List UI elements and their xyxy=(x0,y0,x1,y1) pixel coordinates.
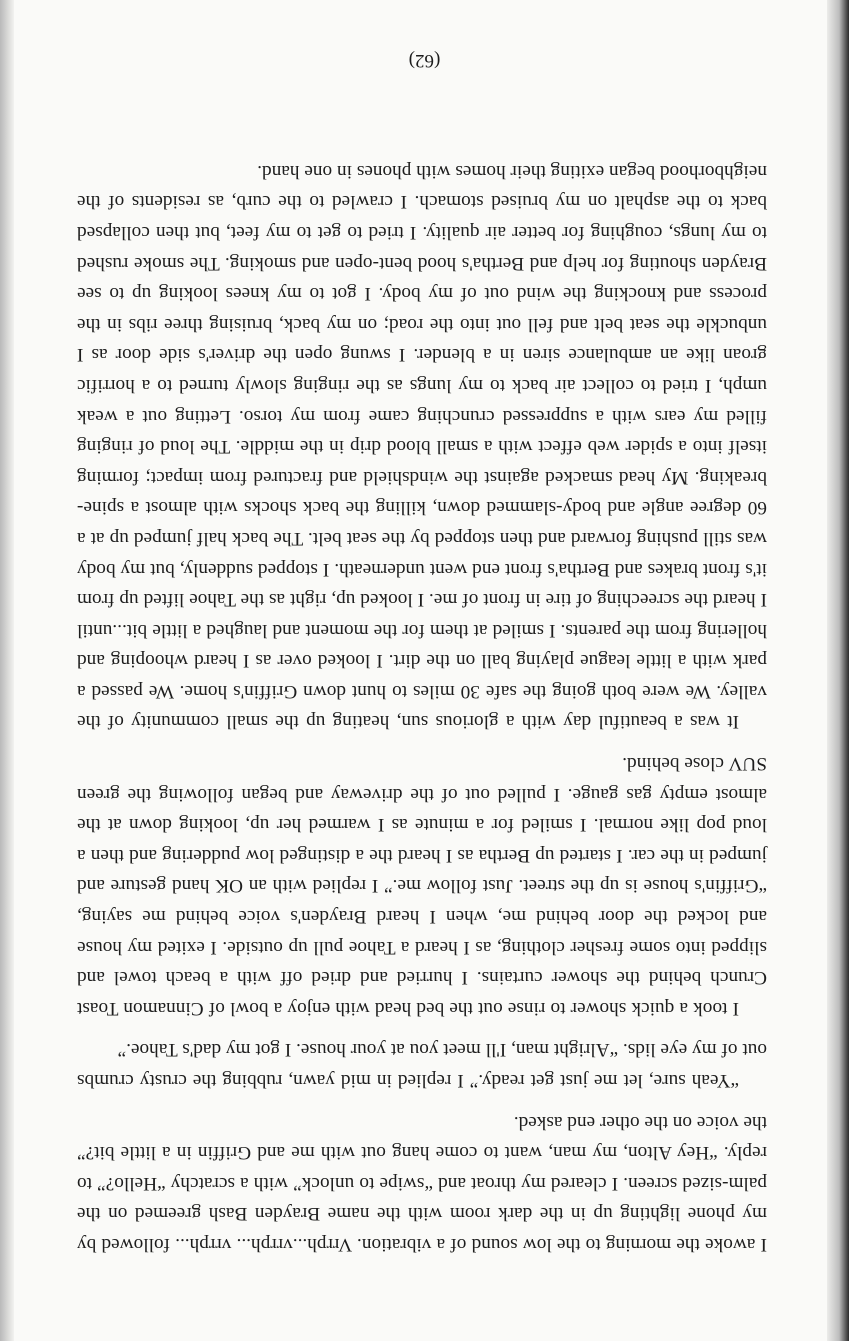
paragraph-1: I awoke the morning to the low sound of a vibration. Vrrph...vrrph... vrrph... followed by my phone lighting up in the dark room with the name Brayden Bash greemed on the palm-sized screen. I cleared my throat and “swipe to unlock” with a scratchy “Hello?” to reply. “Hey Alton, my man, want to come hang out with me and Griffin in a little bit?” the voice on the other end asked. xyxy=(77,1111,767,1255)
paragraph-2: “Yeah sure, let me just get ready.” I replied in mid yawn, rubbing the crusty crumbs out of my eye lids. “Alright man, I'll meet you at your house. I got my dad's Tahoe.” xyxy=(77,1039,767,1092)
paragraph-4: It was a beautiful day with a glorious sun, heating up the small community of the valley. We were both going the safe 30 miles to hunt down Griffin's home. We passed a park with a little league playing ball on the dirt. I looked over as I heard whooping and hollering from the parents. I smiled at them for the moment and laughed a little bit...until I heard the screeching of tire in front of me. I looked up, right as the Tahoe lifted up from it's front brakes and Bertha's front end went underneath. I stopped suddenly, but my body was still pushing forward and then stopped by the seat belt. The back half jumped up at a 60 degree angle and body-slammed down, killing the back shocks with almost a spine-breaking. My head smacked against the windshield and fractured from impact; forming itself into a spider web effect with a small blood drip in the middle. The loud of ringing filled my ears with a suppressed crunching came from my torso. Letting out a weak umph, I tried to collect air back to my lungs as the ringing slowly turned to a horrific groan like an ambulance siren in a blender. I swung open the driver's side door as I unbuckle the seat belt and fell out into the road; on my back, bruising three ribs in the process and knocking the wind out of my body. I got to my knees looking up to see Brayden shouting for help and Bertha's hood bent-open and smoking. The smoke rushed to my lungs, coughing for better air quality. I tried to get to my feet, but then collapsed back to the asphalt on my bruised stomach. I crawled to the curb, as residents of the neighborhood began exiting their homes with phones in one hand. xyxy=(77,160,767,733)
page-number: (62) xyxy=(408,50,441,71)
paragraph-3: I took a quick shower to rinse out the bed head with enjoy a bowl of Cinnamon Toast Crunch behind the shower curtains. I hurried and dried off with a beach towel and slipped into some fresher clothing, as I heard a Tahoe pull up outside. I exited my house and locked the door behind me, when I heard Brayden's voice behind me saying, “Griffin's house is up the street. Just follow me.” I replied with an OK hand gesture and jumped in the car. I started up Bertha as I heard the a distinged low puddering and then a loud pop like normal. I smiled for a minute as I warmed her up, looking down at the almost empty gas gauge. I pulled out of the driveway and began following the green SUV close behind. xyxy=(77,753,767,1019)
body-text xyxy=(77,155,767,1259)
